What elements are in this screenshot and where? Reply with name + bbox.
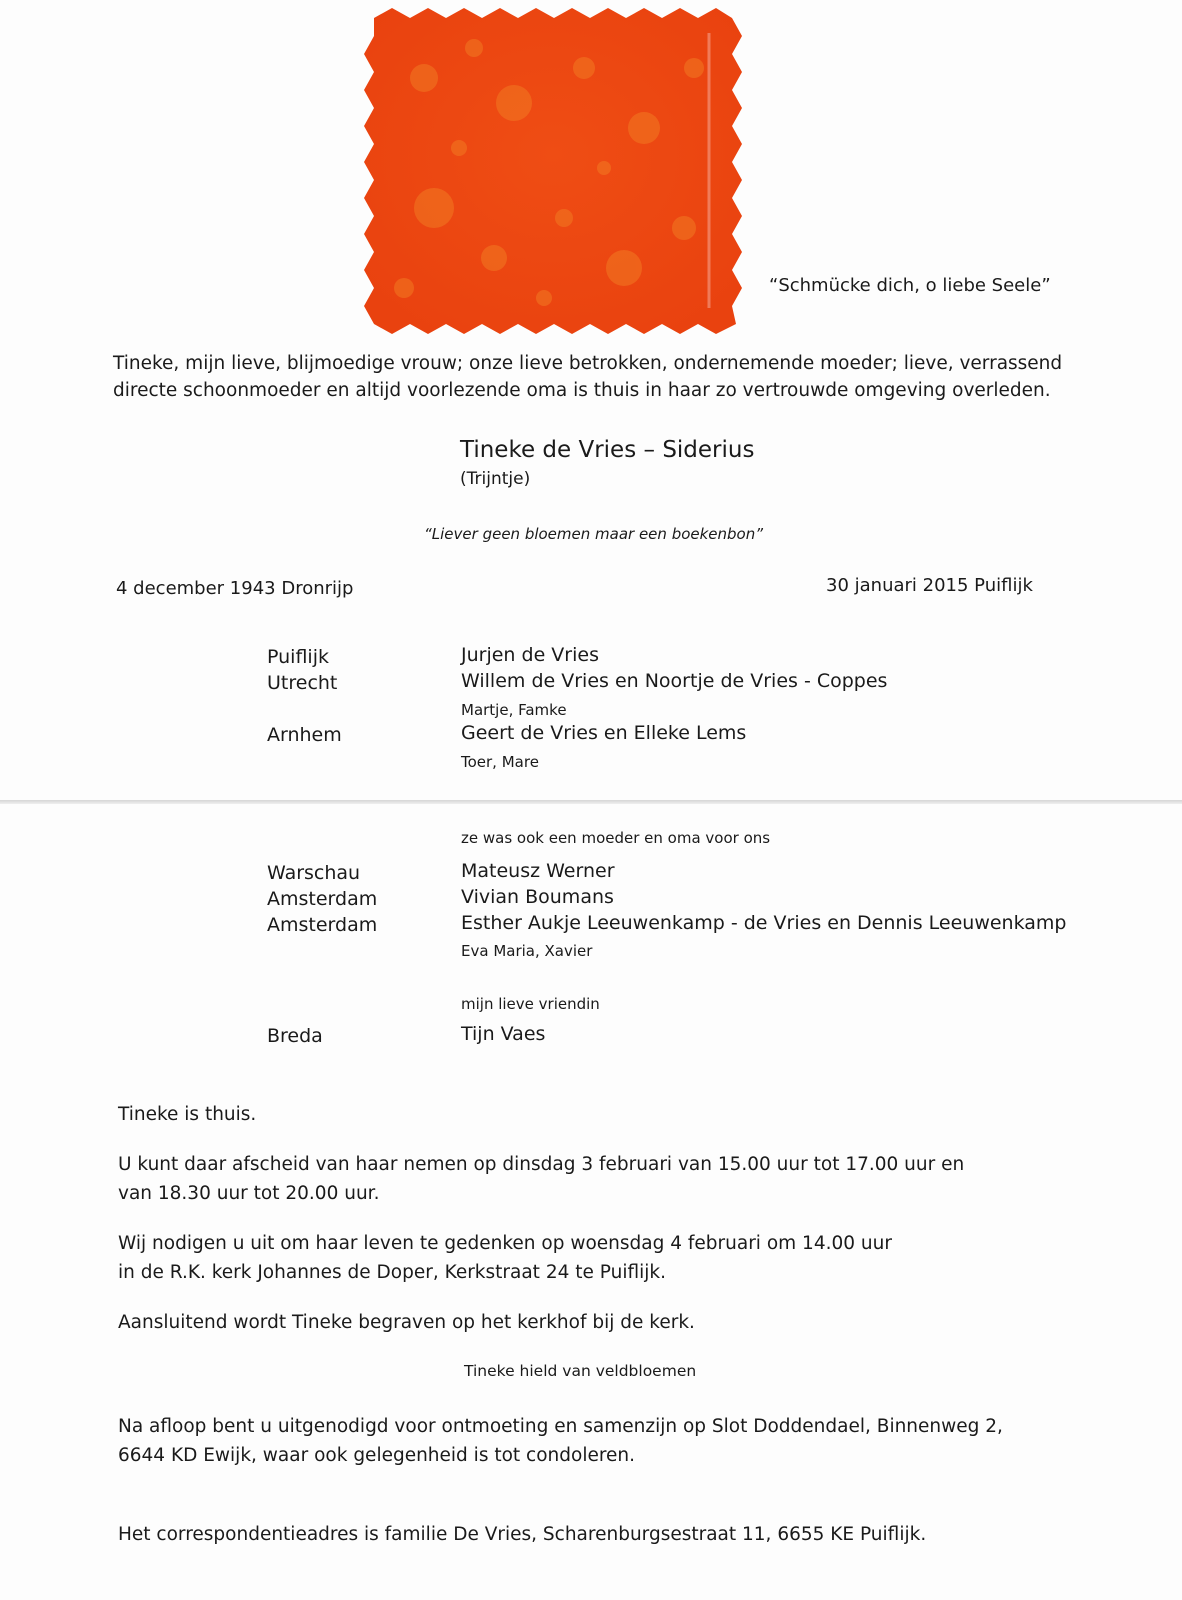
intro-line-1: Tineke, mijn lieve, blijmoedige vrouw; onze lieve betrokken, ondernemende moeder; lieve, verrassend	[113, 353, 1063, 374]
family-children: Toer, Mare	[461, 753, 539, 771]
family-person: Vivian Boumans	[461, 886, 614, 908]
intro-paragraph	[113, 350, 1073, 404]
family-person: Esther Aukje Leeuwenkamp - de Vries en Dennis Leeuwenkamp	[461, 912, 1067, 934]
family-person: Mateusz Werner	[461, 860, 615, 882]
intro-line-2: directe schoonmoeder en altijd voorlezende oma is thuis in haar zo vertrouwde omgeving overleden.	[113, 380, 1051, 401]
friend-place: Breda	[267, 1025, 323, 1047]
family-person: Jurjen de Vries	[461, 644, 599, 666]
home-note: Tineke is thuis.	[118, 1104, 257, 1125]
deceased-name: Tineke de Vries – Siderius	[460, 437, 755, 463]
family-children: Eva Maria, Xavier	[461, 942, 593, 960]
meeting-line-2: 6644 KD Ewijk, waar ook gelegenheid is tot condoleren.	[118, 1445, 636, 1466]
invite-line-1: Wij nodigen u uit om haar leven te gedenken op woensdag 4 februari om 14.00 uur	[118, 1233, 892, 1254]
friend-note: mijn lieve vriendin	[461, 995, 600, 1013]
farewell-line-1: U kunt daar afscheid van haar nemen op dinsdag 3 februari van 15.00 uur tot 17.00 uur en	[118, 1154, 965, 1175]
family-place: Amsterdam	[267, 888, 378, 910]
invite-line-2: in de R.K. kerk Johannes de Doper, Kerkstraat 24 te Puiflijk.	[118, 1262, 666, 1283]
family-place: Amsterdam	[267, 914, 378, 936]
family-children: Martje, Famke	[461, 701, 567, 719]
farewell-line-2: van 18.30 uur tot 20.00 uur.	[118, 1183, 380, 1204]
farewell-paragraph	[118, 1150, 1018, 1208]
wildflowers-note: Tineke hield van veldbloemen	[464, 1362, 697, 1380]
no-flowers-note: “Liever geen bloemen maar een boekenbon”	[424, 525, 764, 543]
correspondence-address: Het correspondentieadres is familie De Vries, Scharenburgsestraat 11, 6655 KE Puiflijk.	[118, 1524, 927, 1545]
orange-fabric-swatch	[364, 8, 742, 334]
meeting-line-1: Na afloop bent u uitgenodigd voor ontmoeting en samenzijn op Slot Doddendael, Binnenweg 2,	[118, 1416, 1003, 1437]
family-place: Arnhem	[267, 724, 342, 746]
family-place: Utrecht	[267, 672, 338, 694]
birth-date-place: 4 december 1943 Dronrijp	[116, 578, 354, 599]
family-place: Puiflijk	[267, 646, 329, 668]
family-person: Willem de Vries en Noortje de Vries - Coppes	[461, 670, 888, 692]
deceased-nickname: (Trijntje)	[460, 469, 531, 489]
family-place: Warschau	[267, 862, 361, 884]
also-mother-note: ze was ook een moeder en oma voor ons	[461, 829, 771, 847]
family-person: Geert de Vries en Elleke Lems	[461, 722, 747, 744]
motto-quote: “Schmücke dich, o liebe Seele”	[769, 275, 1051, 296]
friend-name: Tijn Vaes	[461, 1023, 546, 1045]
burial-note: Aansluitend wordt Tineke begraven op het kerkhof bij de kerk.	[118, 1312, 695, 1333]
meeting-paragraph	[118, 1412, 1018, 1470]
card-fold-line	[0, 800, 1182, 804]
death-date-place: 30 januari 2015 Puiflijk	[826, 575, 1033, 596]
invite-paragraph	[118, 1229, 1018, 1287]
